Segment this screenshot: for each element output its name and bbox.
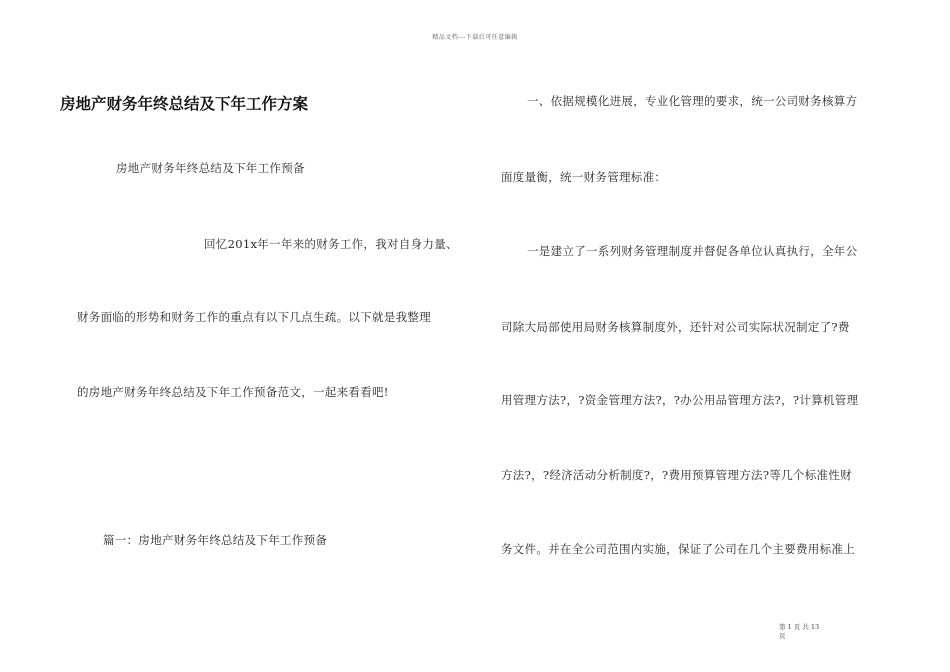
- document-title: 房地产财务年终总结及下年工作方案: [60, 95, 309, 113]
- paragraph-line: 用管理方法?，?资金管理方法?，?办公用品管理方法?，?计算机管理: [501, 393, 859, 407]
- paragraph-line: 方法?，?经济活动分析制度?，?费用预算管理方法?等几个标准性财: [501, 468, 852, 482]
- paragraph-line: 的房地产财务年终总结及下年工作预备范文，一起来看看吧!: [77, 385, 389, 399]
- paragraph-line: 一是建立了一系列财务管理制度并督促各单位认真执行，全年公: [527, 244, 858, 258]
- paragraph-line: 回忆201x年一年来的财务工作，我对自身力量、: [204, 237, 458, 251]
- paragraph-line: 面度量衡，统一财务管理标准：: [501, 170, 667, 184]
- header-note: 精品文档---下载后可任意编辑: [432, 34, 518, 41]
- subtitle: 房地产财务年终总结及下年工作预备: [116, 161, 305, 175]
- paragraph-line: 财务面临的形势和财务工作的重点有以下几点生疏。以下就是我整理: [77, 310, 431, 324]
- paragraph-line: 司除大局部使用局财务核算制度外，还针对公司实际状况制定了?费: [501, 320, 850, 334]
- page-number-line: 页: [779, 632, 786, 640]
- section-heading: 篇一：房地产财务年终总结及下年工作预备: [103, 533, 328, 547]
- page-number-line: 第 1 页 共 13: [779, 623, 820, 631]
- page-number: [779, 623, 839, 641]
- paragraph-line: 一、依据规模化进展，专业化管理的要求，统一公司财务核算方: [527, 94, 858, 108]
- paragraph-line: 务文件。并在全公司范围内实施，保证了公司在几个主要费用标准上: [501, 542, 855, 556]
